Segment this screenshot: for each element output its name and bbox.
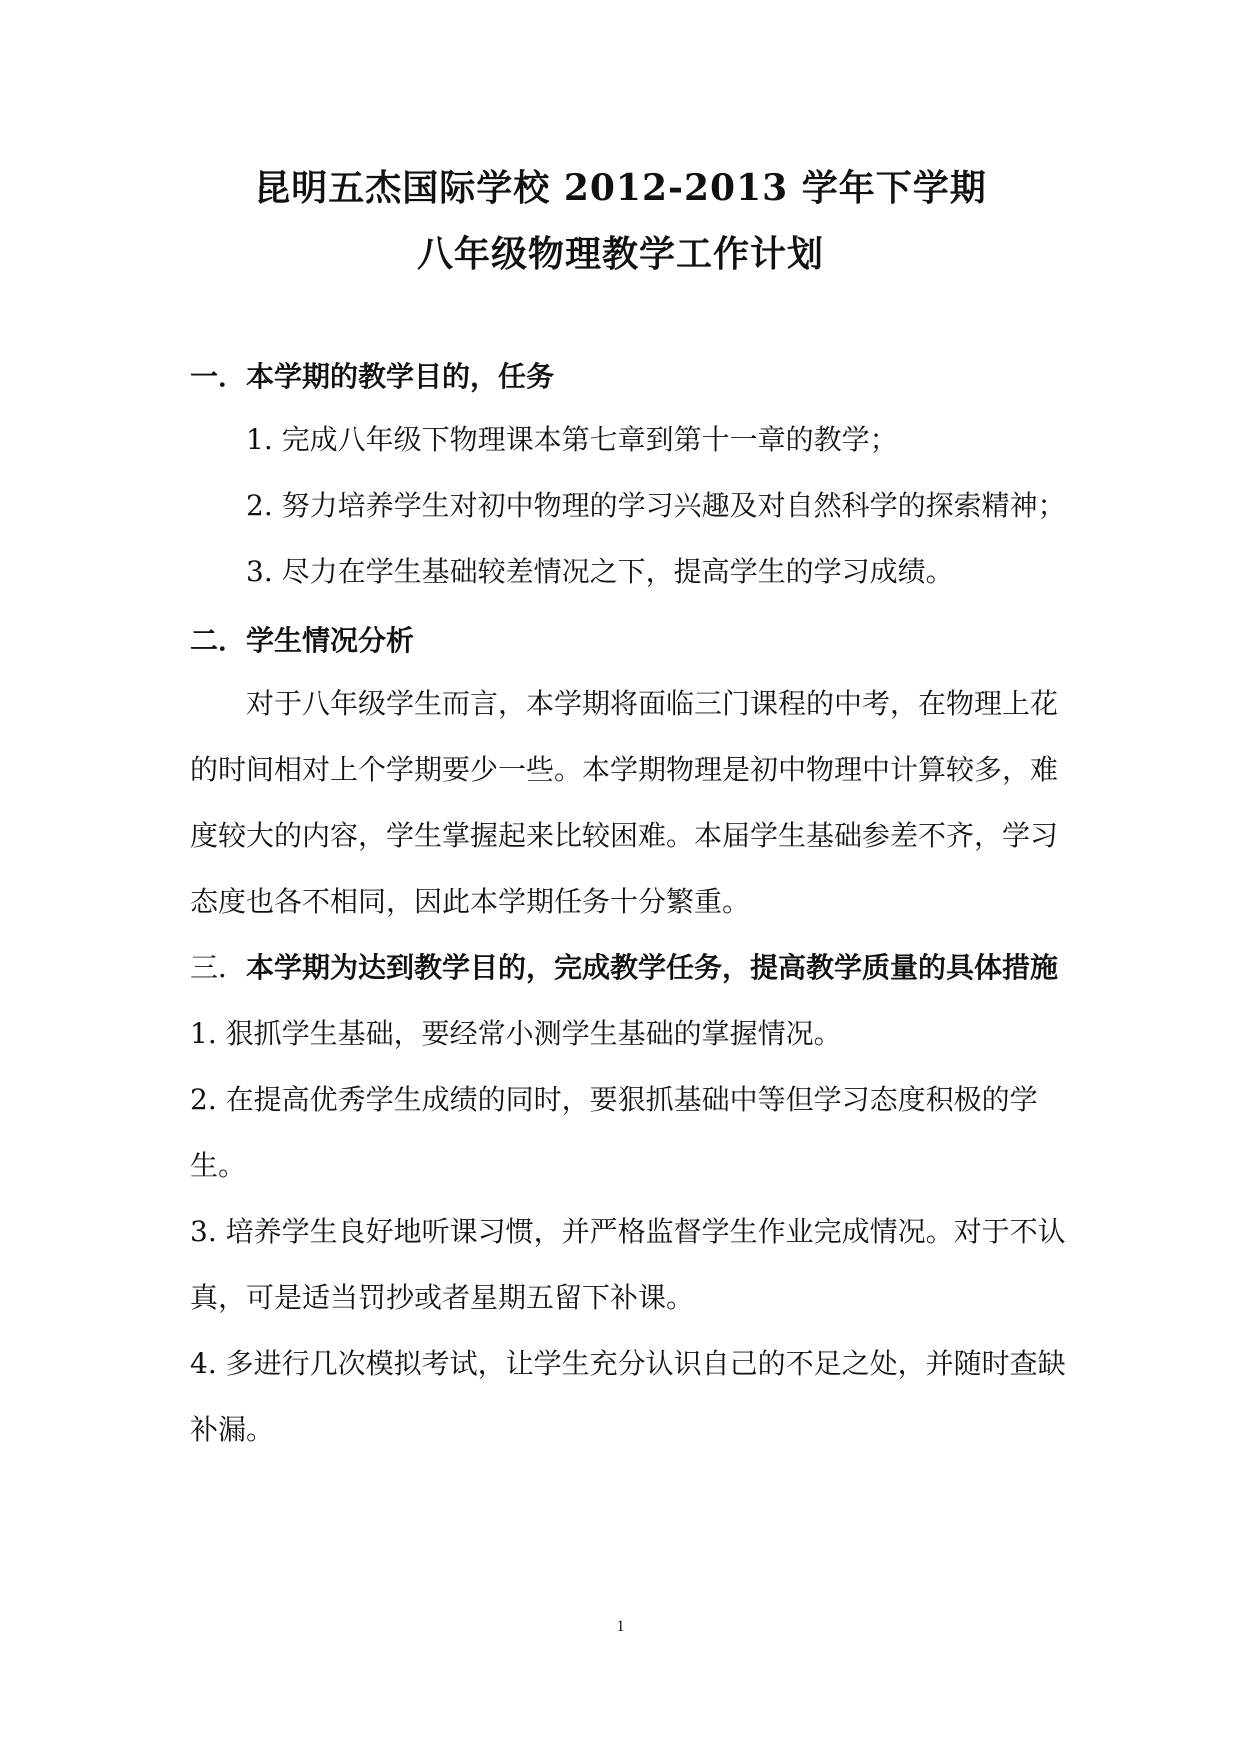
section-3-heading-number: 三．: [190, 951, 247, 984]
section-3-item-1: 1. 狠抓学生基础，要经常小测学生基础的掌握情况。: [190, 1017, 842, 1050]
section-1-item-2: 2. 努力培养学生对初中物理的学习兴趣及对自然科学的探索精神；: [246, 489, 1066, 522]
title-line-1: 昆明五杰国际学校 2012-2013 学年下学期: [254, 167, 987, 209]
section-2-heading: 二．学生情况分析: [190, 624, 415, 657]
section-3-item-2: 2. 在提高优秀学生成绩的同时，要狠抓基础中等但学习态度积极的学生。: [190, 1083, 1038, 1182]
section-3-heading: [190, 935, 1070, 1001]
section-3-item-4: 4. 多进行几次模拟考试，让学生充分认识自己的不足之处，并随时查缺补漏。: [190, 1347, 1066, 1446]
section-1-item-1: 1. 完成八年级下物理课本第七章到第十一章的教学；: [246, 423, 898, 456]
section-3-item-3: 3. 培养学生良好地听课习惯，并严格监督学生作业完成情况。对于不认真，可是适当罚抄或者星期五留下补课。: [190, 1215, 1066, 1314]
document-body: [190, 355, 1070, 1463]
page-number: 1: [616, 1618, 625, 1635]
section-3-heading-text: 本学期为达到教学目的，完成教学任务，提高教学质量的具体措施: [246, 951, 1059, 984]
section-1-heading: 一．本学期的教学目的，任务: [190, 360, 555, 393]
title-line-2: 八年级物理教学工作计划: [416, 233, 824, 275]
section-2-paragraph: 对于八年级学生而言，本学期将面临三门课程的中考，在物理上花的时间相对上个学期要少一些。本学期物理是初中物理中计算较多，难度较大的内容，学生掌握起来比较困难。本届学生基础参差不齐，学习态度也各不相同，因此本学期任务十分繁重。: [190, 687, 1059, 918]
section-1-item-3: 3. 尽力在学生基础较差情况之下，提高学生的学习成绩。: [246, 555, 954, 588]
document-title: [0, 155, 1241, 287]
